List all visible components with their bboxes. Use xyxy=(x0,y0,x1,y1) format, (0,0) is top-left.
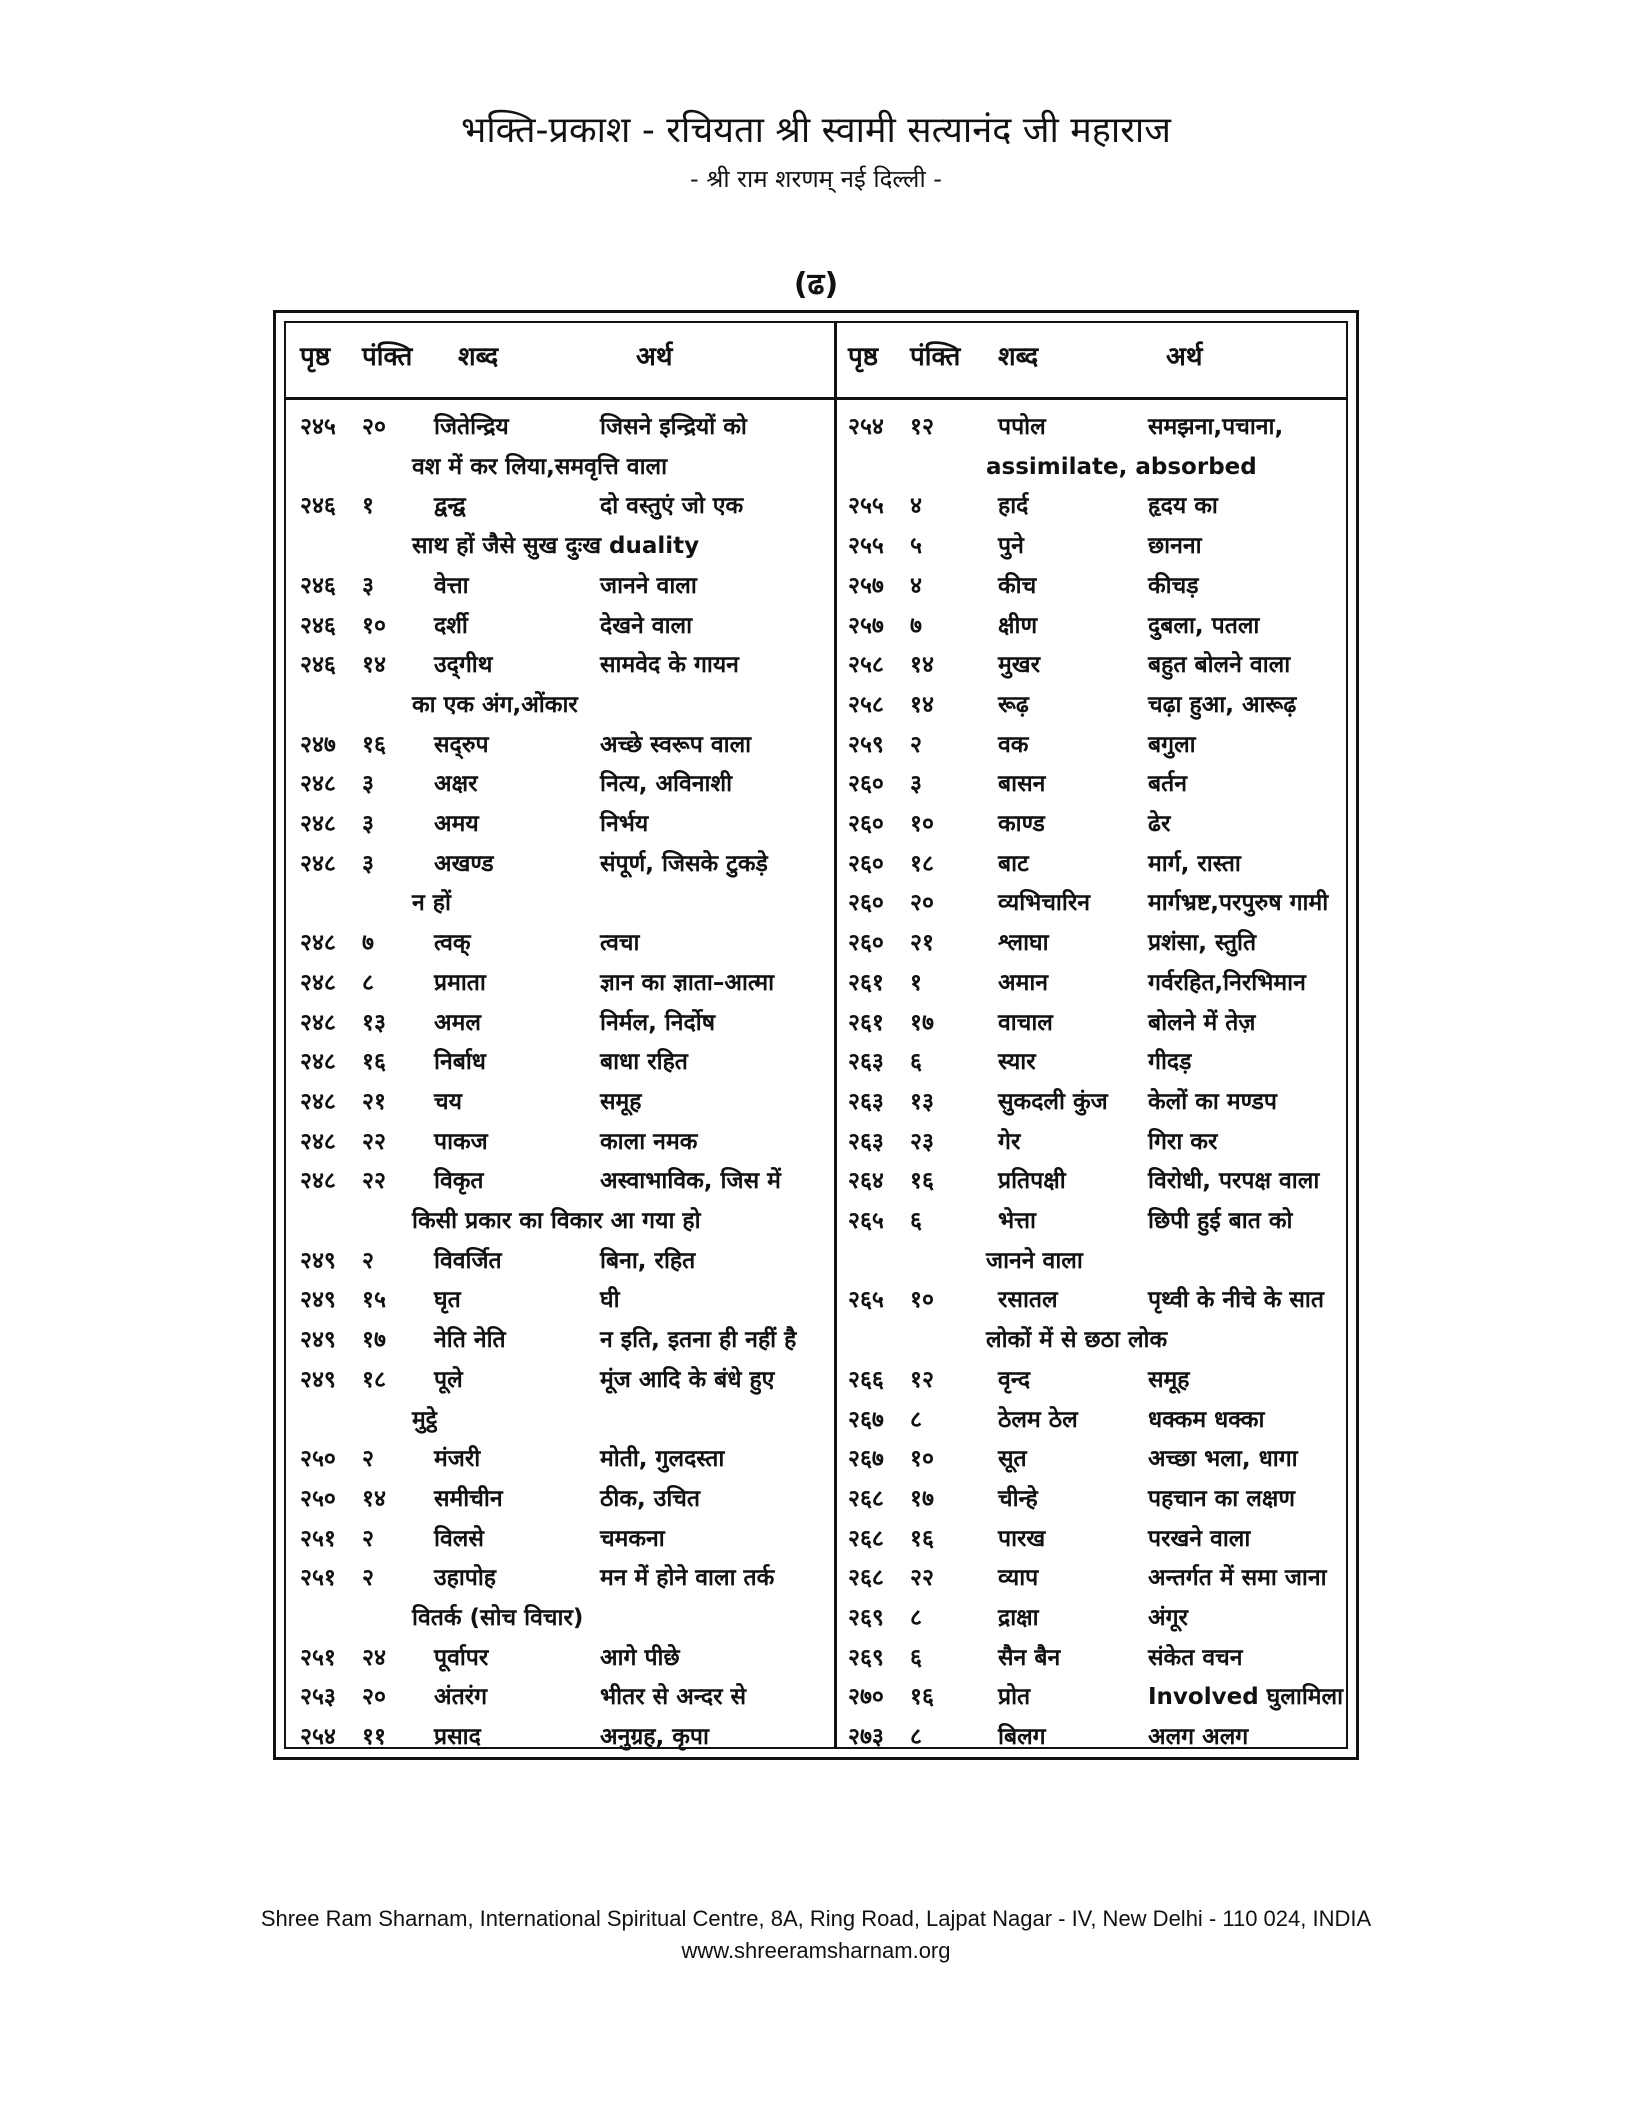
right-page-number: २६९ xyxy=(848,1605,884,1631)
left-line-number: २२ xyxy=(362,1168,386,1195)
column-divider xyxy=(834,323,837,1747)
right-page-number: २६८ xyxy=(848,1565,884,1592)
left-word: अमल xyxy=(434,1009,481,1036)
left-meaning: अस्वाभाविक, जिस में xyxy=(600,1168,781,1195)
left-meaning: संपूर्ण, जिसके टुकड़े xyxy=(600,850,768,877)
right-meaning: लोकों में से छठा लोक xyxy=(986,1327,1168,1354)
left-line-number: २ xyxy=(362,1525,374,1552)
left-word: सद्‌रुप xyxy=(434,731,489,758)
left-meaning: मुट्ठे xyxy=(412,1406,438,1433)
right-meaning: संकेत वचन xyxy=(1148,1644,1243,1671)
right-page-number: २६८ xyxy=(848,1525,884,1552)
left-page-number: २४८ xyxy=(300,811,336,837)
right-meaning: छानना xyxy=(1148,533,1202,560)
left-word: जितेन्द्रिय xyxy=(434,414,509,440)
right-line-number: १० xyxy=(910,811,934,837)
left-line-number: २४ xyxy=(362,1644,386,1671)
left-word: प्रसाद xyxy=(434,1724,481,1751)
left-meaning: मोती, गुलदस्ता xyxy=(600,1446,725,1473)
right-meaning: गीदड़ xyxy=(1148,1049,1192,1076)
left-page-number: २४८ xyxy=(300,1049,336,1076)
right-page-number: २६० xyxy=(848,890,884,917)
header-line-right: पंक्ति xyxy=(910,342,961,372)
footer-url: www.shreeramsharnam.org xyxy=(681,1938,951,1963)
left-page-number: २४९ xyxy=(300,1287,336,1314)
right-word: प्रतिपक्षी xyxy=(998,1168,1066,1195)
left-word: पूर्वापर xyxy=(434,1644,489,1671)
left-page-number: २५१ xyxy=(300,1644,336,1671)
left-line-number: १८ xyxy=(362,1366,386,1393)
right-word: द्राक्षा xyxy=(998,1605,1039,1631)
left-word: अखण्ड xyxy=(434,850,494,877)
right-page-number: २६३ xyxy=(848,1088,884,1115)
right-word: वक xyxy=(998,731,1029,758)
left-line-number: २० xyxy=(362,414,386,440)
document-title: भक्ति-प्रकाश - रचियता श्री स्वामी सत्यानंद जी महाराज xyxy=(461,110,1171,151)
right-line-number: १७ xyxy=(910,1485,934,1512)
left-meaning: निर्मल, निर्दोष xyxy=(600,1009,716,1036)
left-word: वेत्ता xyxy=(434,572,469,599)
right-line-number: २२ xyxy=(910,1565,934,1592)
right-word: बाट xyxy=(998,850,1029,877)
right-word: सूत xyxy=(998,1446,1027,1473)
left-page-number: २४८ xyxy=(300,1088,336,1115)
right-meaning: जानने वाला xyxy=(986,1247,1083,1274)
right-word: वृन्द xyxy=(998,1366,1031,1393)
left-meaning: घी xyxy=(600,1287,620,1314)
left-page-number: २४९ xyxy=(300,1366,336,1393)
left-meaning: दो वस्तुएं जो एक xyxy=(600,493,744,520)
right-word: चीन्हे xyxy=(998,1485,1038,1512)
left-word: अमय xyxy=(434,811,479,837)
header-page-right: पृष्ठ xyxy=(848,342,879,372)
right-meaning: मार्ग, रास्ता xyxy=(1148,850,1241,877)
left-line-number: १४ xyxy=(362,1485,386,1512)
left-meaning: बिना, रहित xyxy=(600,1247,696,1274)
left-word: चय xyxy=(434,1088,462,1115)
left-line-number: ३ xyxy=(362,771,374,798)
right-word: पुने xyxy=(998,533,1024,560)
right-meaning: विरोधी, परपक्ष वाला xyxy=(1148,1168,1320,1195)
right-line-number: १ xyxy=(910,969,922,996)
left-line-number: ३ xyxy=(362,811,374,837)
left-word: विलसे xyxy=(434,1525,484,1552)
left-page-number: २४७ xyxy=(300,731,336,758)
left-line-number: १ xyxy=(362,493,374,520)
right-line-number: ६ xyxy=(910,1208,922,1234)
left-page-number: २४८ xyxy=(300,969,336,996)
left-page-number: २४८ xyxy=(300,1168,336,1195)
right-word: गेर xyxy=(998,1128,1021,1155)
right-word: क्षीण xyxy=(998,612,1038,639)
right-line-number: १६ xyxy=(910,1168,934,1195)
right-word: बिलग xyxy=(998,1724,1046,1751)
left-meaning: अनुग्रह, कृपा xyxy=(600,1724,709,1751)
left-page-number: २४९ xyxy=(300,1247,336,1274)
right-line-number: १६ xyxy=(910,1525,934,1552)
left-line-number: १६ xyxy=(362,1049,386,1076)
right-line-number: १८ xyxy=(910,850,934,877)
right-meaning: पहचान का लक्षण xyxy=(1148,1485,1295,1512)
right-line-number: ४ xyxy=(910,572,922,599)
right-page-number: २६१ xyxy=(848,1009,884,1036)
left-line-number: ११ xyxy=(362,1724,386,1751)
right-meaning: समझना,पचाना, xyxy=(1148,414,1284,440)
left-meaning: चमकना xyxy=(600,1525,665,1552)
right-page-number: २६० xyxy=(848,930,884,957)
right-page-number: २६१ xyxy=(848,969,884,996)
header-word-right: शब्द xyxy=(998,342,1039,372)
right-page-number: २५९ xyxy=(848,731,884,758)
right-word: स्यार xyxy=(998,1049,1036,1076)
left-line-number: १० xyxy=(362,612,386,639)
right-line-number: १४ xyxy=(910,652,934,679)
right-page-number: २५८ xyxy=(848,652,884,679)
left-meaning: न हों xyxy=(412,890,451,917)
right-word: पपोल xyxy=(998,414,1046,440)
left-page-number: २४६ xyxy=(300,612,336,639)
right-word: पारख xyxy=(998,1525,1046,1552)
left-page-number: २५४ xyxy=(300,1724,336,1751)
right-meaning: मार्गभ्रष्ट,परपुरुष गामी xyxy=(1148,890,1329,917)
left-word: पाकज xyxy=(434,1128,488,1155)
right-page-number: २६९ xyxy=(848,1644,884,1671)
right-line-number: १२ xyxy=(910,1366,934,1393)
right-page-number: २५७ xyxy=(848,572,884,599)
right-line-number: ३ xyxy=(910,771,922,798)
left-line-number: ७ xyxy=(362,930,374,957)
right-meaning: समूह xyxy=(1148,1366,1190,1393)
left-word: द्वन्द्व xyxy=(434,493,466,520)
left-page-number: २४८ xyxy=(300,771,336,798)
right-meaning: गिरा कर xyxy=(1148,1128,1218,1155)
right-page-number: २६० xyxy=(848,850,884,877)
right-line-number: १७ xyxy=(910,1009,934,1036)
left-meaning: देखने वाला xyxy=(600,612,693,639)
right-line-number: ८ xyxy=(910,1406,922,1433)
left-line-number: २ xyxy=(362,1565,374,1592)
right-page-number: २६० xyxy=(848,811,884,837)
left-meaning: निर्भय xyxy=(600,811,649,837)
left-meaning: काला नमक xyxy=(600,1128,698,1155)
left-meaning: जानने वाला xyxy=(600,572,697,599)
right-word: बासन xyxy=(998,771,1046,798)
left-line-number: ३ xyxy=(362,850,374,877)
right-line-number: २१ xyxy=(910,930,934,957)
left-word: नेति नेति xyxy=(434,1327,506,1354)
header-meaning-left: अर्थ xyxy=(636,342,673,372)
right-word: काण्ड xyxy=(998,811,1045,837)
right-line-number: २३ xyxy=(910,1128,934,1155)
left-meaning: त्वचा xyxy=(600,930,640,957)
header-meaning-right: अर्थ xyxy=(1166,342,1203,372)
left-page-number: २४८ xyxy=(300,1009,336,1036)
right-meaning: अच्छा भला, धागा xyxy=(1148,1446,1298,1473)
right-meaning: बोलने में तेज़ xyxy=(1148,1009,1256,1036)
right-meaning: प्रशंसा, स्तुति xyxy=(1148,930,1257,957)
left-meaning: नित्य, अविनाशी xyxy=(600,771,733,798)
right-line-number: १२ xyxy=(910,414,934,440)
right-page-number: २६५ xyxy=(848,1208,884,1234)
right-line-number: ४ xyxy=(910,493,922,520)
left-word: निर्बाध xyxy=(434,1049,486,1076)
right-page-number: २५५ xyxy=(848,493,884,520)
right-word: रसातल xyxy=(998,1287,1058,1314)
left-meaning: आगे पीछे xyxy=(600,1644,680,1671)
left-word: दर्शी xyxy=(434,612,468,639)
right-line-number: १० xyxy=(910,1446,934,1473)
right-line-number: ७ xyxy=(910,612,922,639)
right-word: मुखर xyxy=(998,652,1040,679)
right-page-number: २६४ xyxy=(848,1168,884,1195)
left-page-number: २५० xyxy=(300,1446,336,1473)
right-line-number: २ xyxy=(910,731,922,758)
left-word: प्रमाता xyxy=(434,969,486,996)
right-word: सुकदली कुंज xyxy=(998,1088,1108,1115)
left-page-number: २४६ xyxy=(300,493,336,520)
right-meaning: अंगूर xyxy=(1148,1605,1188,1631)
left-page-number: २४६ xyxy=(300,652,336,679)
header-page-left: पृष्ठ xyxy=(300,342,331,372)
right-line-number: ६ xyxy=(910,1049,922,1076)
left-line-number: १७ xyxy=(362,1327,386,1354)
left-line-number: १५ xyxy=(362,1287,386,1314)
right-meaning: छिपी हुई बात को xyxy=(1148,1208,1293,1234)
left-meaning: साथ हों जैसे सुख दुःख duality xyxy=(412,533,700,560)
left-word: समीचीन xyxy=(434,1485,503,1512)
right-meaning: Involved घुलामिला xyxy=(1148,1684,1344,1711)
right-line-number: ६ xyxy=(910,1644,922,1671)
left-meaning: मन में होने वाला तर्क xyxy=(600,1565,775,1592)
left-word: अक्षर xyxy=(434,771,478,798)
left-word: त्वक् xyxy=(434,930,471,957)
left-word: विकृत xyxy=(434,1168,484,1195)
left-line-number: २२ xyxy=(362,1128,386,1155)
right-line-number: ८ xyxy=(910,1605,922,1631)
header-rule xyxy=(286,397,1346,400)
left-line-number: ८ xyxy=(362,969,374,996)
left-meaning: वितर्क (सोच विचार) xyxy=(412,1605,584,1631)
left-page-number: २४८ xyxy=(300,1128,336,1155)
right-meaning: अलग अलग xyxy=(1148,1724,1249,1751)
right-word: व्यभिचारिन xyxy=(998,890,1091,917)
left-line-number: २ xyxy=(362,1446,374,1473)
left-meaning: भीतर से अन्दर से xyxy=(600,1684,747,1711)
right-meaning: चढ़ा हुआ, आरूढ़ xyxy=(1148,691,1297,718)
right-meaning: बर्तन xyxy=(1148,771,1188,798)
left-word: घृत xyxy=(434,1287,461,1314)
right-meaning: गर्वरहित,निरभिमान xyxy=(1148,969,1306,996)
right-page-number: २५४ xyxy=(848,414,884,440)
left-page-number: २४९ xyxy=(300,1327,336,1354)
right-line-number: ८ xyxy=(910,1724,922,1751)
right-meaning: ढेर xyxy=(1148,811,1171,837)
left-meaning: वश में कर लिया,समवृत्ति वाला xyxy=(412,453,668,480)
right-meaning: परखने वाला xyxy=(1148,1525,1251,1552)
left-meaning: बाधा रहित xyxy=(600,1049,688,1076)
right-word: रूढ़ xyxy=(998,691,1029,718)
right-line-number: १० xyxy=(910,1287,934,1314)
right-page-number: २५५ xyxy=(848,533,884,560)
right-line-number: १३ xyxy=(910,1088,934,1115)
left-line-number: २ xyxy=(362,1247,374,1274)
right-meaning: दुबला, पतला xyxy=(1148,612,1260,639)
left-line-number: ३ xyxy=(362,572,374,599)
right-meaning: assimilate, absorbed xyxy=(986,453,1257,480)
right-word: ठेलम ठेल xyxy=(998,1406,1078,1433)
right-page-number: २६५ xyxy=(848,1287,884,1314)
right-meaning: हृदय का xyxy=(1148,493,1218,520)
left-meaning: जिसने इन्द्रियों को xyxy=(600,414,747,440)
right-line-number: २० xyxy=(910,890,934,917)
left-word: विवर्जित xyxy=(434,1247,502,1274)
left-line-number: २० xyxy=(362,1684,386,1711)
right-meaning: कीचड़ xyxy=(1148,572,1199,599)
right-page-number: २७० xyxy=(848,1684,884,1711)
right-meaning: बगुला xyxy=(1148,731,1196,758)
right-page-number: २५८ xyxy=(848,691,884,718)
left-page-number: २५३ xyxy=(300,1684,336,1711)
left-page-number: २५० xyxy=(300,1485,336,1512)
right-page-number: २६७ xyxy=(848,1446,884,1473)
left-meaning: ज्ञान का ज्ञाता–आत्मा xyxy=(600,969,775,996)
right-meaning: अन्तर्गत में समा जाना xyxy=(1148,1565,1327,1592)
right-meaning: पृथ्वी के नीचे के सात xyxy=(1148,1287,1324,1314)
left-meaning: मूंज आदि के बंधे हुए xyxy=(600,1366,775,1393)
right-line-number: १६ xyxy=(910,1684,934,1711)
left-word: अंतरंग xyxy=(434,1684,488,1711)
left-line-number: १३ xyxy=(362,1009,386,1036)
right-page-number: २६३ xyxy=(848,1128,884,1155)
right-word: वाचाल xyxy=(998,1009,1053,1036)
left-page-number: २५१ xyxy=(300,1565,336,1592)
left-meaning: ठीक, उचित xyxy=(600,1485,701,1512)
left-word: उद्‌गीथ xyxy=(434,652,493,679)
right-word: भेत्ता xyxy=(998,1208,1037,1234)
header-word-left: शब्द xyxy=(458,342,499,372)
left-line-number: २१ xyxy=(362,1088,386,1115)
left-meaning: किसी प्रकार का विकार आ गया हो xyxy=(412,1208,701,1234)
right-page-number: २७३ xyxy=(848,1724,884,1751)
footer-address: Shree Ram Sharnam, International Spiritual Centre, 8A, Ring Road, Lajpat Nagar - IV, New Delhi - 110 024, INDIA xyxy=(260,1906,1372,1931)
header-line-left: पंक्ति xyxy=(362,342,413,372)
glossary-table xyxy=(273,310,1359,1760)
left-meaning: समूह xyxy=(600,1088,642,1115)
right-page-number: २५७ xyxy=(848,612,884,639)
page-label: (ढ) xyxy=(793,267,839,302)
glossary-table-inner-border xyxy=(284,321,1348,1749)
left-meaning: अच्छे स्वरूप वाला xyxy=(600,731,752,758)
right-word: कीच xyxy=(998,572,1037,599)
left-line-number: १४ xyxy=(362,652,386,679)
left-page-number: २४६ xyxy=(300,572,336,599)
left-word: उहापोह xyxy=(434,1565,497,1592)
left-page-number: २४५ xyxy=(300,414,336,440)
right-meaning: धक्कम धक्का xyxy=(1148,1406,1265,1433)
left-meaning: सामवेद के गायन xyxy=(600,652,739,679)
left-page-number: २४८ xyxy=(300,850,336,877)
right-line-number: ५ xyxy=(910,533,922,560)
right-page-number: २६७ xyxy=(848,1406,884,1433)
left-meaning: का एक अंग,ओंकार xyxy=(412,691,578,718)
left-meaning: न इति, इतना ही नहीं है xyxy=(600,1327,797,1354)
right-meaning: केलों का मण्डप xyxy=(1148,1088,1277,1115)
right-line-number: १४ xyxy=(910,691,934,718)
left-word: मंजरी xyxy=(434,1446,481,1473)
right-word: व्याप xyxy=(998,1565,1039,1592)
right-meaning: बहुत बोलने वाला xyxy=(1148,652,1291,679)
right-word: सैन बैन xyxy=(998,1644,1061,1671)
right-word: हार्द xyxy=(998,493,1029,520)
left-page-number: २५१ xyxy=(300,1525,336,1552)
right-page-number: २६३ xyxy=(848,1049,884,1076)
right-word: प्रोत xyxy=(998,1684,1031,1711)
document-subtitle: - श्री राम शरणम् नई दिल्ली - xyxy=(690,165,942,193)
right-page-number: २६० xyxy=(848,771,884,798)
left-word: पूले xyxy=(434,1366,463,1393)
right-word: अमान xyxy=(998,969,1049,996)
left-line-number: १६ xyxy=(362,731,386,758)
right-word: श्लाघा xyxy=(998,930,1049,957)
left-page-number: २४८ xyxy=(300,930,336,957)
right-page-number: २६६ xyxy=(848,1366,884,1393)
right-page-number: २६८ xyxy=(848,1485,884,1512)
